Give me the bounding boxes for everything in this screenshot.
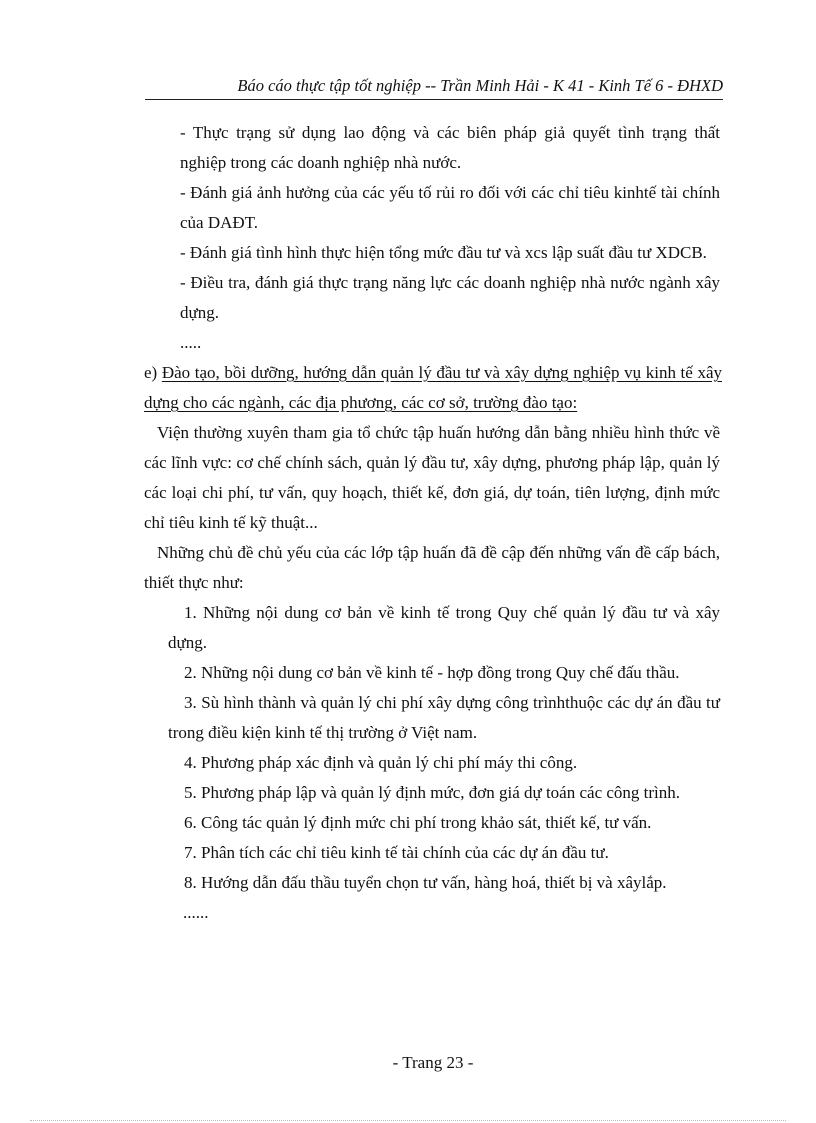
section-label: e) [144,363,158,382]
header-title: Báo cáo thực tập tốt nghiệp -- Trần Minh Hải - K 41 - Kinh Tế 6 - ĐHXD [237,76,723,95]
bottom-divider [30,1120,786,1121]
ellipsis: ...... [183,903,209,922]
numbered-item: 8. Hướng dẫn đấu thầu tuyển chọn tư vấn, hàng hoá, thiết bị và xâylắp. [184,873,667,892]
section-heading [144,358,722,418]
numbered-item: 1. Những nội dung cơ bản về kinh tế trong Quy chế quản lý đầu tư và xây dựng. [168,603,720,652]
ellipsis: ..... [180,333,202,352]
page-number: - Trang 23 - [392,1053,474,1072]
numbered-item: 2. Những nội dung cơ bản về kinh tế - hợp đồng trong Quy chế đấu thầu. [184,663,680,682]
numbered-item: 4. Phương pháp xác định và quản lý chi phí máy thi công. [184,753,578,772]
bullet-item: - Thực trạng sử dụng lao động và các biên pháp giả quyết tình trạng thất nghiệp trong các doanh nghiệp nhà nước. [180,123,720,172]
paragraph: Viện thường xuyên tham gia tổ chức tập huấn hướng dẫn bằng nhiều hình thức về các lĩnh vực: cơ chế chính sách, quản lý đầu tư, xây dựng, phương pháp lập, quản lý các loại chi phí, tư vấn, quy hoạch, thiết kế, đơn giá, dự toán, tiên lượng, định mức chỉ tiêu kinh tế kỹ thuật... [144,423,720,532]
numbered-item: 5. Phương pháp lập và quản lý định mức, đơn giá dự toán các công trình. [184,783,681,802]
bullet-item: - Đánh giá tình hình thực hiện tổng mức đầu tư và xcs lập suất đầu tư XDCB. [180,243,707,262]
bullet-item: - Điều tra, đánh giá thực trạng năng lực các doanh nghiệp nhà nước ngành xây dựng. [180,273,720,322]
numbered-item: 7. Phân tích các chỉ tiêu kinh tế tài chính của các dự án đầu tư. [184,843,609,862]
numbered-item: 3. Sù hình thành và quản lý chi phí xây dựng công trìnhthuộc các dự án đầu tư trong điều kiện kinh tế thị trường ở Việt nam. [168,693,720,742]
section-title: Đào tạo, bồi dưỡng, hướng dẫn quản lý đầu tư và xây dựng nghiệp vụ kinh tế xây dựng cho các ngành, các địa phương, các cơ sở, trường đào tạo: [144,363,722,412]
page-footer [0,1048,816,1078]
page-header [145,74,723,100]
paragraph: Những chủ đề chủ yếu của các lớp tập huấn đã đề cập đến những vấn đề cấp bách, thiết thực như: [144,543,720,592]
bullet-item: - Đánh giá ảnh hưởng của các yếu tố rủi ro đối với các chỉ tiêu kinhtế tài chính của DAĐT. [180,183,720,232]
numbered-item: 6. Công tác quản lý định mức chi phí trong khảo sát, thiết kế, tư vấn. [184,813,652,832]
page-body [0,118,816,928]
